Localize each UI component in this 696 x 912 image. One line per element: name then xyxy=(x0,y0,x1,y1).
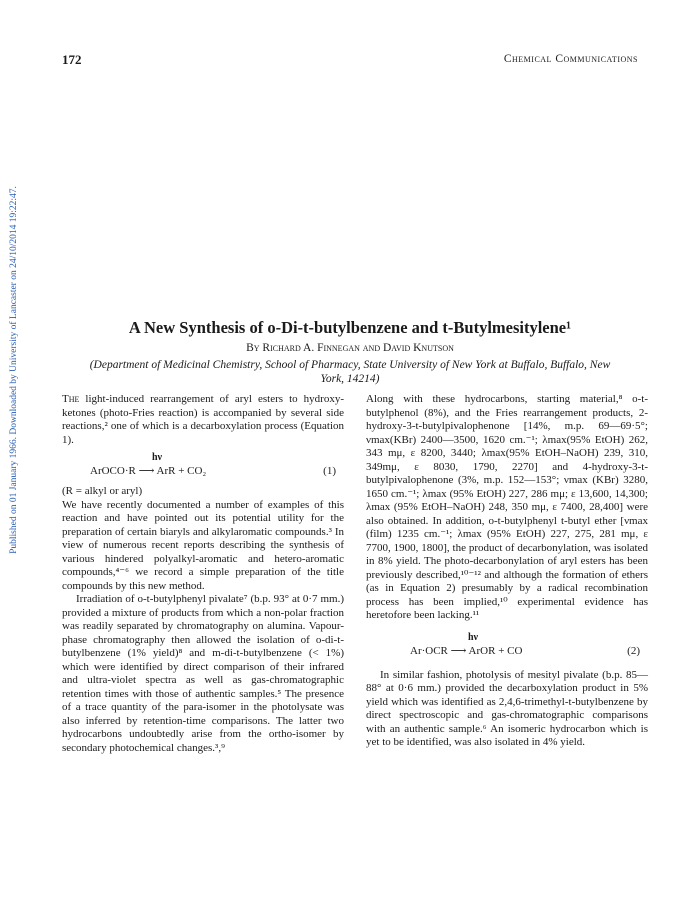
download-sidebar xyxy=(7,150,21,590)
equation-2-formula: Ar·OCR ⟶ ArOR + CO xyxy=(410,644,523,657)
paragraph-3: Irradiation of o-t-butylphenyl pivalate⁷ (b.p. 93° at 0·7 mm.) provided a mixture of products from which a non-polar fraction was readily separated by chromatography on alumina. Vapour-phase chromatography then allowed the isolation of o-di-t-butylbenzene (1% yield)⁸ and m-di-t-butylbenzene (< 1%) which were identified by direct comparison of their infrared and ultra-violet spectra as well as gas-chromatographic retention times with those of authentic samples.⁵ The presence of a trace quantity of the para-isomer in the photolysate was also inferred by retention-time comparisons. The latter two hydrocarbons undoubtedly arise from the ortho-isomer by secondary photochemical changes.³,⁹ xyxy=(62,593,344,754)
paragraph-intro-text: light-induced rearrangement of aryl esters to hydroxy-ketones (photo-Fries reaction) is accompanied by several side reactions,² one of which is a decarboxylation process (Equation 1). xyxy=(62,393,344,446)
paragraph-4: Along with these hydrocarbons, starting material,⁸ o-t-butylphenol (8%), and the Fries rearrangement products, 2-hydroxy-3-t-butylpivalophenone [14%, m.p. 69—69·5°; νmax(KBr) 2400—3500, 1620 cm.⁻¹; λmax(95% EtOH) 262, 343 mμ, ε 8200, 3440; λmax(95% EtOH–NaOH) 239, 310, 349mμ, ε 8030, 1790, 2270] and 4-hydroxy-3-t-butylpivalophenone (3%, m.p. 152—153°; νmax (KBr) 3280, 1650 cm.⁻¹; λmax (95% EtOH) 227, 286 mμ; ε 13,600, 14,300; λmax (95% EtOH–NaOH) 248, 350 mμ, ε 7400, 28,400] were also obtained. In addition, o-t-butylphenyl t-butyl ether [νmax (film) 1235 cm.⁻¹; λmax (95% EtOH) 227, 275, 281 mμ, ε 7700, 1900, 1800], the product of decarbonylation, was isolated in 8% yield. The photo-decarbonylation of aryl esters has been previously described,¹⁰⁻¹² and although the formation of ethers (as in Equation 2) presumably by a radical recombination process has been implied,¹⁰ experimental evidence has heretofore been lacking.¹¹ xyxy=(366,393,648,621)
equation-2-number: (2) xyxy=(627,644,640,657)
paragraph-2: We have recently documented a number of examples of this reaction and have pointed out its potential utility for the preparation of certain biaryls and alkylaromatic compounds.³ In view of numerous recent reports describing the synthesis of various hindered polyalkyl-aromatic and hetero-aromatic compounds,⁴⁻⁶ we record a simple preparation of the title compounds by this new method. xyxy=(62,498,344,592)
equation-2-hv: hν xyxy=(468,631,479,643)
left-column xyxy=(62,393,344,755)
journal-name: Chemical Communications xyxy=(503,53,638,65)
lead-word: The xyxy=(62,393,80,405)
download-notice: Published on 01 January 1966. Downloaded by University of Lancaster on 24/10/2014 19:22:47. xyxy=(9,186,19,554)
article-title: A New Synthesis of o-Di-t-butylbenzene and t-Butylmesitylene¹ xyxy=(128,318,572,337)
equation-1 xyxy=(62,451,344,481)
paragraph-5: In similar fashion, photolysis of mesityl pivalate (b.p. 85—88° at 0·6 mm.) provided the decarboxylation product in 5% yield which was identified as 2,4,6-trimethyl-t-butylbenzene by direct spectroscopic and gas-chromatographic comparisons with an authentic sample.⁶ An isomeric hydrocarbon which is yet to be identified, was also isolated in 4% yield. xyxy=(366,668,648,748)
equation-1-hv: hν xyxy=(152,452,163,463)
equation-1-condition: (R = alkyl or aryl) xyxy=(62,485,143,497)
equation-1-formula: ArOCO·R ⟶ ArR + CO₂ xyxy=(90,465,207,477)
article-authors: By Richard A. Finnegan and David Knutson xyxy=(246,342,454,354)
paragraph-intro xyxy=(62,393,344,447)
article-affiliation: (Department of Medicinal Chemistry, School of Pharmacy, State University of New York at Buffalo, Buffalo, New York, 14214) xyxy=(89,359,611,385)
right-column xyxy=(366,393,648,750)
equation-1-number: (1) xyxy=(323,465,336,477)
page-number: 172 xyxy=(62,52,82,67)
equation-2 xyxy=(366,631,648,661)
